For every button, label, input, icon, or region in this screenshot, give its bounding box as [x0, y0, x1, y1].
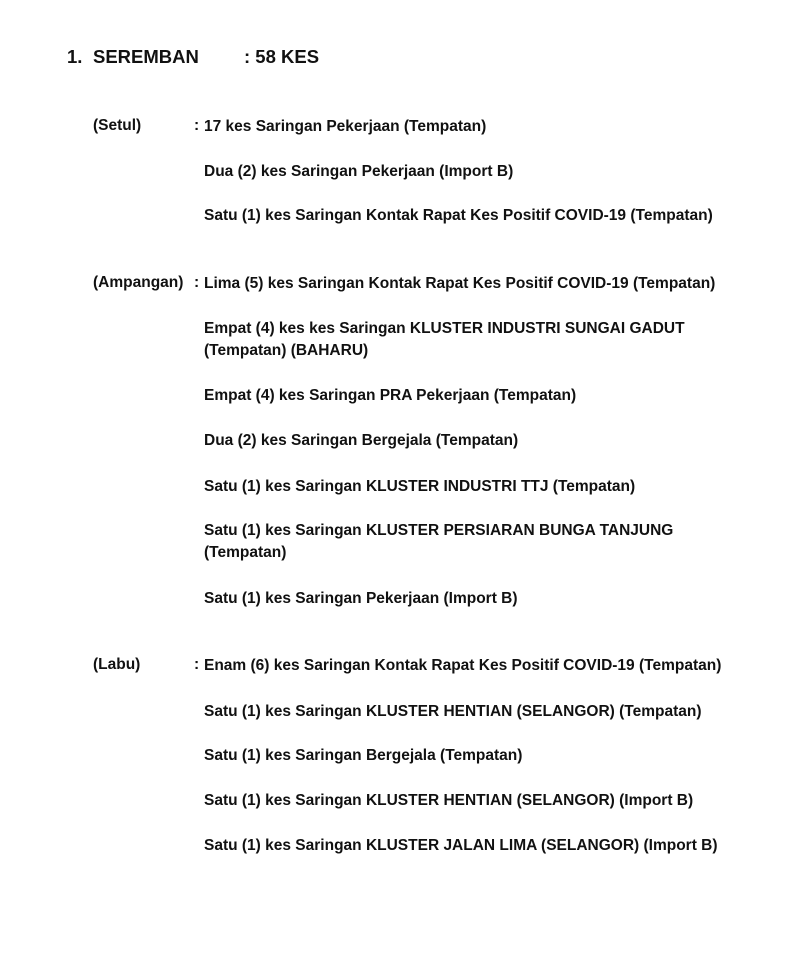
case-line: Satu (1) kes Saringan Bergejala (Tempatan) [204, 747, 523, 764]
case-line: Satu (1) kes Saringan KLUSTER JALAN LIMA (SELANGOR) (Import B) [204, 837, 718, 854]
area-label-labu: (Labu) [93, 656, 141, 673]
case-line: Dua (2) kes Saringan Pekerjaan (Import B) [204, 163, 514, 180]
area-colon: : [194, 117, 200, 134]
heading-district: SEREMBAN [93, 46, 199, 67]
case-line: Satu (1) kes Saringan Kontak Rapat Kes Positif COVID-19 (Tempatan) [204, 207, 713, 224]
case-line: Satu (1) kes Saringan KLUSTER HENTIAN (SELANGOR) (Import B) [204, 792, 694, 809]
area-colon: : [194, 656, 200, 673]
area-label-setul: (Setul) [93, 117, 142, 134]
case-line: Dua (2) kes Saringan Bergejala (Tempatan) [204, 432, 519, 449]
case-line: Satu (1) kes Saringan Pekerjaan (Import B) [204, 590, 518, 607]
case-line: 17 kes Saringan Pekerjaan (Tempatan) [204, 118, 487, 135]
case-line: Satu (1) kes Saringan KLUSTER HENTIAN (SELANGOR) (Tempatan) [204, 703, 702, 720]
case-line: Empat (4) kes Saringan PRA Pekerjaan (Tempatan) [204, 387, 577, 404]
case-line: Empat (4) kes kes Saringan KLUSTER INDUSTRI SUNGAI GADUT (Tempatan) (BAHARU) [204, 320, 685, 359]
case-line: Satu (1) kes Saringan KLUSTER INDUSTRI TTJ (Tempatan) [204, 478, 636, 495]
case-line: Satu (1) kes Saringan KLUSTER PERSIARAN BUNGA TANJUNG (Tempatan) [204, 522, 674, 561]
heading-total: : 58 KES [244, 46, 320, 67]
heading-number: 1. [67, 46, 83, 67]
case-line: Lima (5) kes Saringan Kontak Rapat Kes Positif COVID-19 (Tempatan) [204, 275, 716, 292]
case-line: Enam (6) kes Saringan Kontak Rapat Kes Positif COVID-19 (Tempatan) [204, 657, 722, 674]
area-colon: : [194, 274, 200, 291]
area-label-ampangan: (Ampangan) [93, 274, 184, 291]
